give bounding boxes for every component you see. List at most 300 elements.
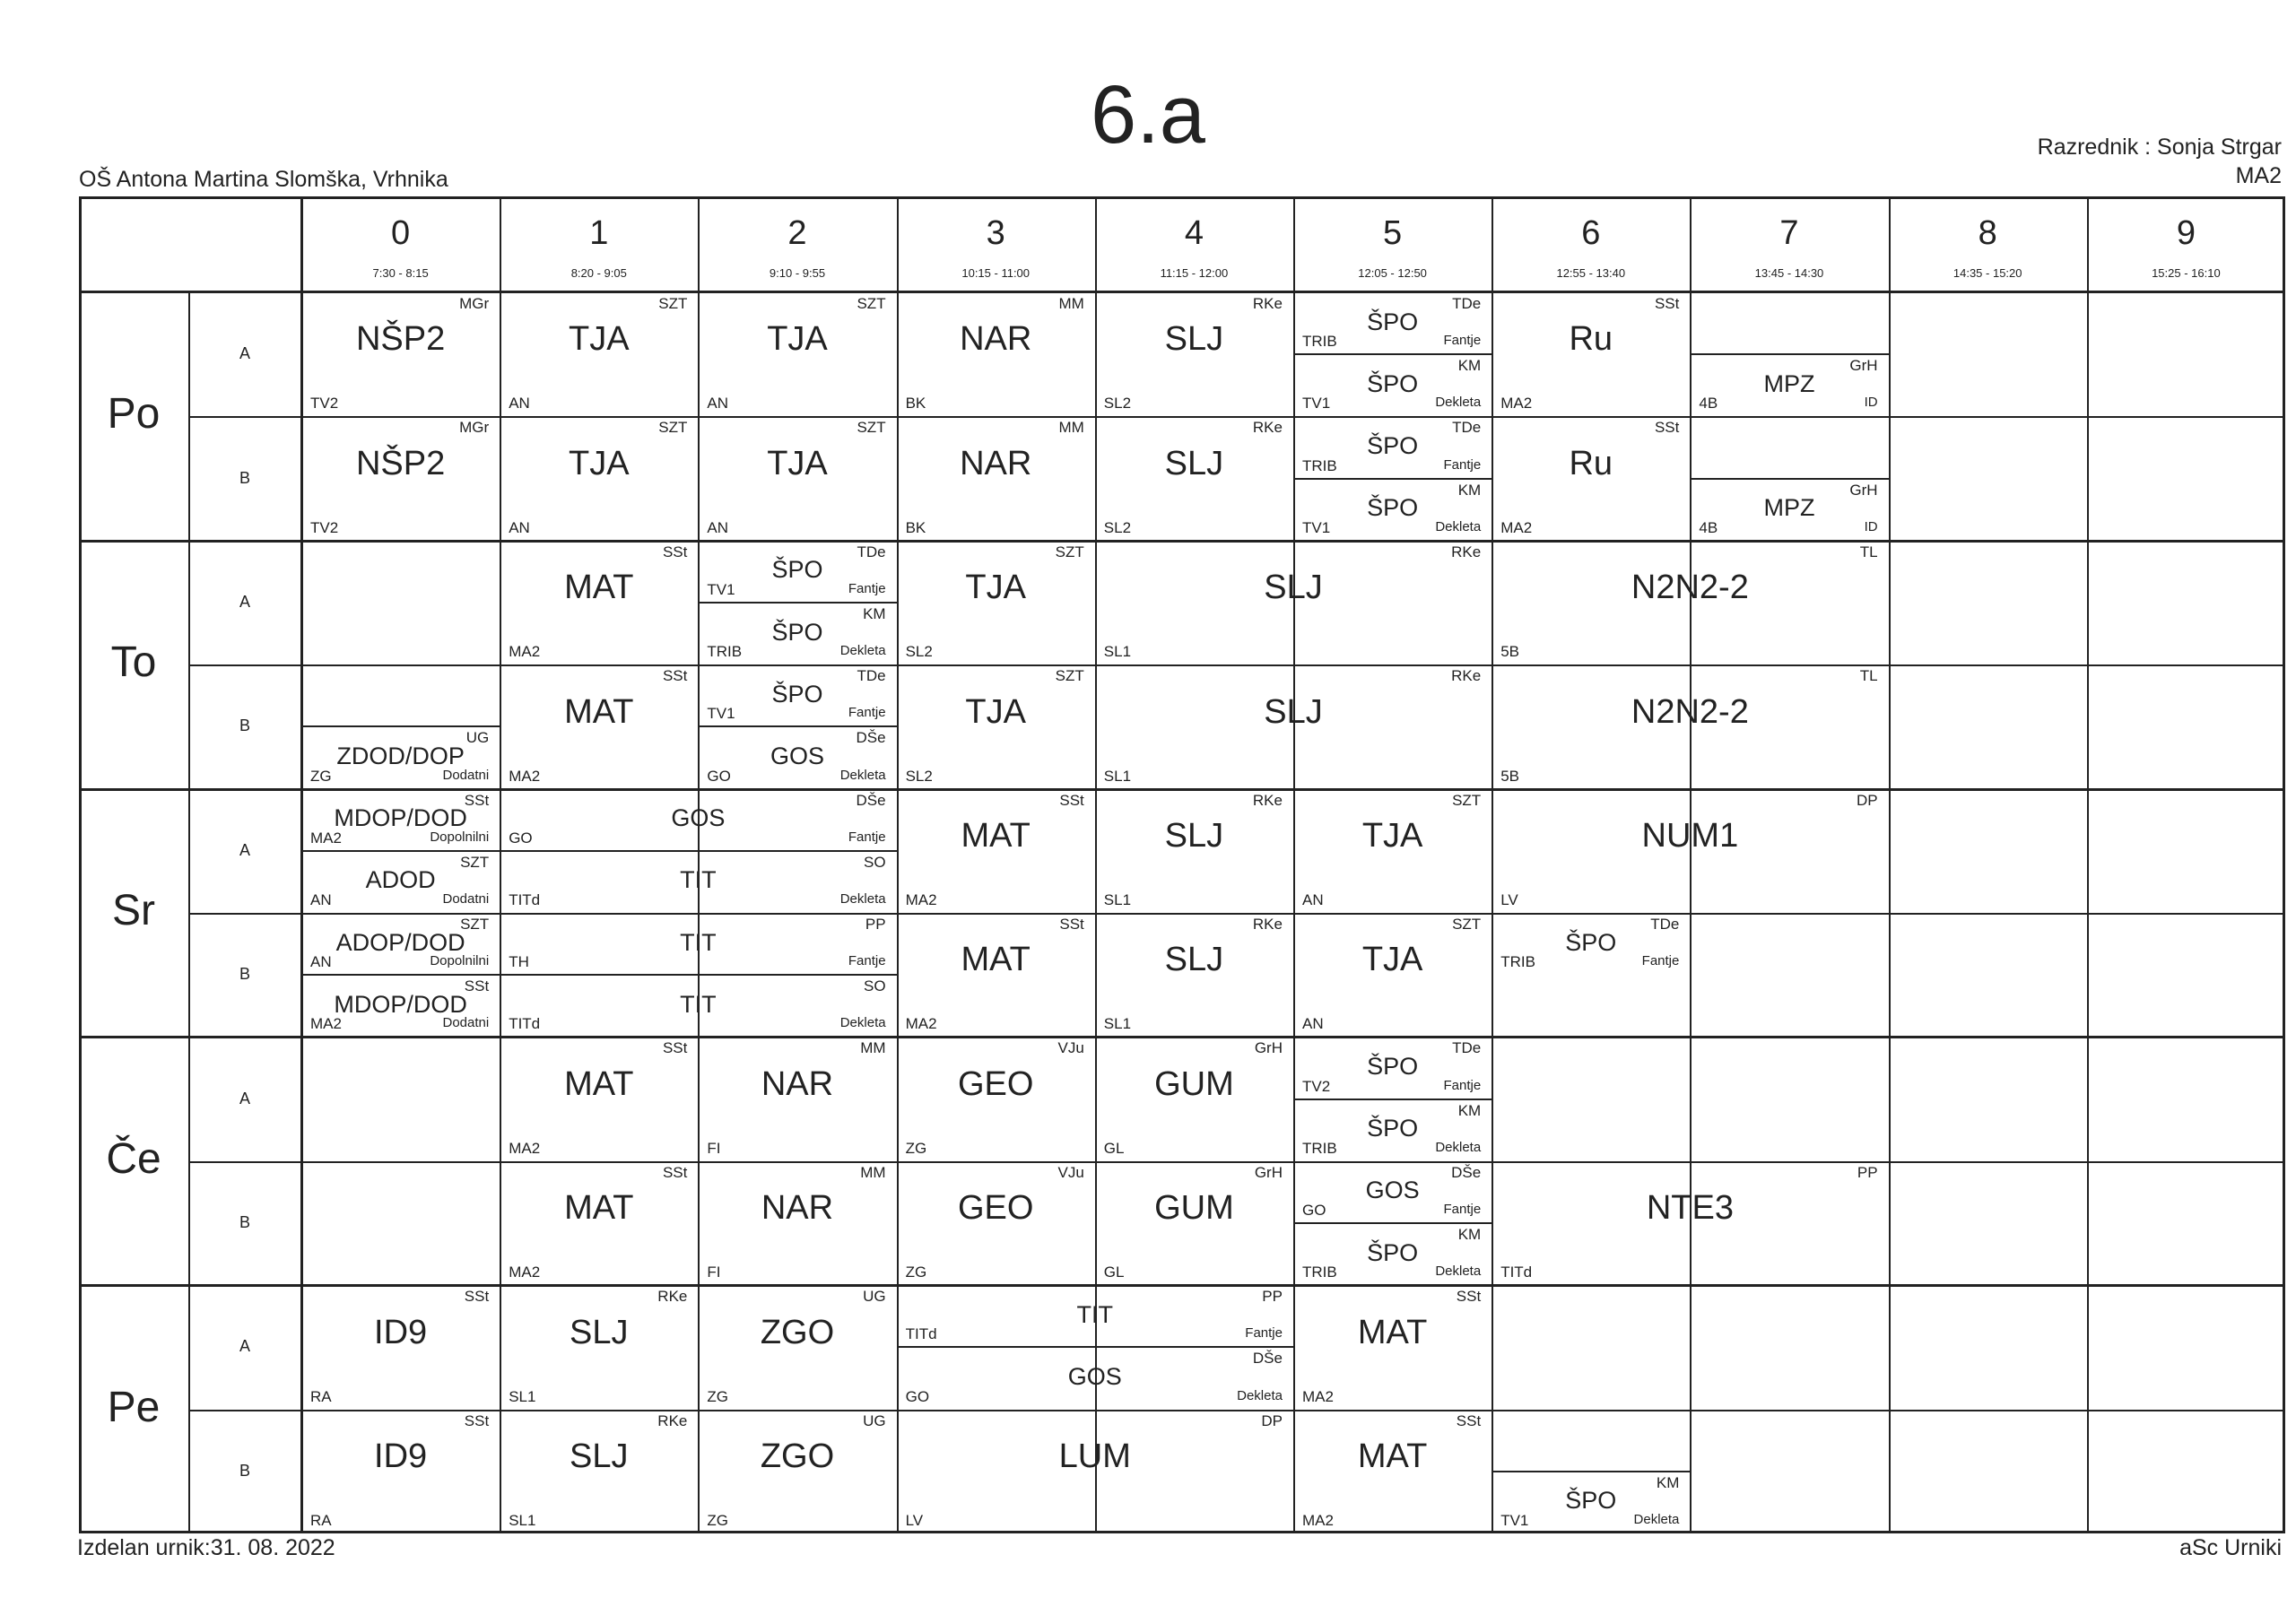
lesson-room: AN <box>707 518 729 536</box>
lesson-teacher: SSt <box>662 543 688 560</box>
lesson-subject: N2N2-2 <box>1631 692 1749 731</box>
lesson-subject: GOS <box>671 804 726 832</box>
half-cell-divider <box>1692 353 1888 355</box>
lesson-subject: MPZ <box>1763 369 1815 397</box>
lesson-teacher: SSt <box>464 1288 490 1306</box>
lesson-room: ZG <box>707 1387 728 1405</box>
lesson-teacher: RKe <box>1451 543 1482 560</box>
lesson-teacher: SSt <box>464 791 490 809</box>
period-number: 9 <box>2176 214 2196 252</box>
half-cell-divider <box>1493 1471 1690 1472</box>
lesson-subject: GEO <box>957 1064 1034 1103</box>
lesson-subject: MAT <box>1357 1313 1428 1351</box>
lesson-teacher: SZT <box>1055 543 1084 560</box>
page-title: 6.a <box>1091 69 1205 161</box>
period-time: 15:25 - 16:10 <box>2152 266 2221 280</box>
lesson-subject: TJA <box>767 320 828 359</box>
day-label: Pe <box>107 1383 161 1431</box>
lesson-teacher: RKe <box>657 1411 688 1429</box>
lesson-subject: TJA <box>569 444 630 482</box>
lesson-teacher: MM <box>1058 419 1084 437</box>
day-label: Po <box>107 390 161 439</box>
lesson-teacher: SZT <box>658 419 688 437</box>
lesson-subject: MDOP/DOD <box>334 990 467 1018</box>
lesson-subject: GUM <box>1154 1064 1234 1103</box>
lesson-subject: TJA <box>1361 817 1423 855</box>
lesson-subject: MAT <box>564 569 634 607</box>
half-cell-divider <box>303 974 500 976</box>
lesson-subject: ŠPO <box>1367 494 1419 522</box>
lesson-teacher: SZT <box>1452 916 1482 933</box>
lesson-subject: N2N2-2 <box>1631 569 1749 607</box>
period-time: 7:30 - 8:15 <box>372 266 429 280</box>
lesson-subject: NAR <box>761 1064 834 1103</box>
lesson-subject: ADOD <box>365 866 436 894</box>
group-label: A <box>239 1089 250 1107</box>
lesson-teacher: GrH <box>1254 1163 1283 1181</box>
lesson-subject: SLJ <box>1264 569 1323 607</box>
half-cell-divider <box>303 725 500 727</box>
period-time: 10:15 - 11:00 <box>961 266 1031 280</box>
lesson-subject: Ru <box>1569 320 1613 359</box>
period-time: 11:15 - 12:00 <box>1160 266 1229 280</box>
lesson-room: MA2 <box>509 1139 541 1157</box>
lesson-room: RA <box>310 1512 332 1529</box>
lesson-teacher: PP <box>865 916 886 933</box>
period-number: 8 <box>1978 214 1997 252</box>
lesson-teacher: KM <box>1457 481 1482 499</box>
lesson-room: SL2 <box>905 643 933 661</box>
lesson-subject: MAT <box>961 941 1031 979</box>
lesson-teacher: KM <box>1457 1101 1482 1119</box>
lesson-room: 4B <box>1699 395 1718 413</box>
lesson-room: AN <box>1302 891 1324 908</box>
lesson-teacher: TDe <box>1452 295 1482 312</box>
lesson-teacher: RKe <box>1252 916 1283 933</box>
lesson-subject: ŠPO <box>1367 1238 1419 1266</box>
lesson-group-note: Fantje <box>848 829 886 845</box>
day-divider <box>79 788 2285 791</box>
lesson-subject: NAR <box>960 320 1032 359</box>
lesson-subject: ŠPO <box>1367 432 1419 459</box>
lesson-teacher: KM <box>863 605 886 622</box>
lesson-subject: TJA <box>1361 941 1423 979</box>
lesson-teacher: SZT <box>857 419 886 437</box>
lesson-subject: ŠPO <box>1367 1053 1419 1080</box>
lesson-teacher: DŠe <box>856 729 886 747</box>
lesson-room: MA2 <box>1500 395 1533 413</box>
lesson-subject: ŠPO <box>1565 1487 1617 1515</box>
header-divider <box>79 291 2285 293</box>
lesson-subject: NŠP2 <box>355 320 446 359</box>
lesson-room: BK <box>905 518 926 536</box>
lesson-subject: SLJ <box>1164 320 1224 359</box>
half-cell-divider <box>700 725 896 727</box>
lesson-room: GL <box>1103 1264 1125 1281</box>
lesson-subject: MDOP/DOD <box>334 804 467 832</box>
lesson-room: LV <box>1500 891 1518 908</box>
lesson-group-note: Fantje <box>1245 1325 1283 1342</box>
lesson-teacher: SZT <box>460 853 490 871</box>
software-credit: aSc Urniki <box>2179 1535 2282 1560</box>
group-divider <box>188 416 2285 418</box>
lesson-room: SL2 <box>905 767 933 785</box>
lesson-room: MA2 <box>509 767 541 785</box>
lesson-group-note: Dopolnilni <box>430 829 490 845</box>
half-cell-divider <box>303 850 500 852</box>
lesson-subject: ID9 <box>374 1437 428 1476</box>
lesson-group-note: Dekleta <box>1435 395 1482 411</box>
lesson-room: TRIB <box>1302 333 1337 351</box>
lesson-room: TITd <box>1500 1264 1533 1281</box>
lesson-subject: SLJ <box>570 1313 629 1351</box>
lesson-subject: MAT <box>564 1064 634 1103</box>
day-divider <box>79 540 2285 543</box>
lesson-teacher: RKe <box>1252 419 1283 437</box>
period-time: 8:20 - 9:05 <box>570 266 627 280</box>
lesson-teacher: SSt <box>1654 295 1680 312</box>
lesson-group-note: Dekleta <box>1633 1512 1680 1527</box>
period-number: 4 <box>1184 214 1204 252</box>
lesson-room: TV1 <box>707 705 735 723</box>
lesson-group-note: Dekleta <box>1237 1387 1283 1403</box>
group-label: A <box>239 593 250 611</box>
lesson-subject: GOS <box>1365 1177 1420 1204</box>
lesson-subject: LUM <box>1058 1437 1131 1476</box>
half-cell-divider <box>899 1346 1293 1348</box>
lesson-teacher: MM <box>860 1163 886 1181</box>
lesson-room: TRIB <box>707 643 743 661</box>
lesson-subject: ZGO <box>760 1437 835 1476</box>
lesson-room: MA2 <box>1500 518 1533 536</box>
lesson-room: MA2 <box>905 1015 937 1033</box>
lesson-room: AN <box>1302 1015 1324 1033</box>
lesson-group-note: Dekleta <box>839 767 886 783</box>
lesson-room: TITd <box>509 1015 541 1033</box>
lesson-teacher: SZT <box>1452 791 1482 809</box>
lesson-teacher: KM <box>1656 1473 1680 1491</box>
lesson-teacher: KM <box>1457 357 1482 375</box>
lesson-teacher: VJu <box>1057 1039 1084 1057</box>
period-divider <box>2087 196 2089 1533</box>
lesson-room: SL1 <box>509 1387 536 1405</box>
lesson-teacher: SZT <box>658 295 688 312</box>
home-room: MA2 <box>2235 163 2282 188</box>
lesson-room: RA <box>310 1387 332 1405</box>
lesson-room: TV2 <box>1302 1077 1331 1095</box>
lesson-subject: TIT <box>680 990 717 1018</box>
half-cell-divider <box>1295 1099 1492 1100</box>
lesson-room: SL2 <box>1103 518 1132 536</box>
lesson-teacher: TDe <box>857 543 886 560</box>
class-teacher: Razrednik : Sonja Strgar <box>2037 135 2282 160</box>
period-time: 9:10 - 9:55 <box>769 266 826 280</box>
lesson-group-note: Fantje <box>1443 333 1482 349</box>
lesson-teacher: RKe <box>657 1288 688 1306</box>
lesson-teacher: DP <box>1261 1411 1283 1429</box>
lesson-subject: ŠPO <box>1367 308 1419 335</box>
period-time: 14:35 - 15:20 <box>1952 266 2022 280</box>
lesson-room: TV1 <box>1500 1512 1529 1529</box>
lesson-room: TITd <box>905 1325 937 1343</box>
lesson-room: TRIB <box>1302 1264 1337 1281</box>
lesson-teacher: SSt <box>662 1039 688 1057</box>
lesson-teacher: GrH <box>1254 1039 1283 1057</box>
lesson-subject: TIT <box>1076 1300 1114 1328</box>
lesson-group-note: Fantje <box>848 953 886 969</box>
lesson-teacher: RKe <box>1252 295 1283 312</box>
lesson-room: SL1 <box>1103 1015 1132 1033</box>
lesson-subject: MAT <box>961 817 1031 855</box>
period-number: 5 <box>1383 214 1403 252</box>
lesson-room: AN <box>509 518 530 536</box>
lesson-room: ZG <box>905 1264 927 1281</box>
lesson-room: GO <box>707 767 731 785</box>
group-divider <box>188 913 2285 915</box>
half-cell-divider <box>1295 478 1492 480</box>
lesson-teacher: SSt <box>1456 1288 1482 1306</box>
created-date: Izdelan urnik:31. 08. 2022 <box>77 1535 335 1560</box>
lesson-teacher: TDe <box>1650 916 1680 933</box>
lesson-subject: SLJ <box>570 1437 629 1476</box>
period-number: 7 <box>1779 214 1799 252</box>
lesson-group-note: Fantje <box>1443 456 1482 473</box>
lesson-room: FI <box>707 1139 721 1157</box>
lesson-subject: ŠPO <box>1367 1115 1419 1142</box>
lesson-teacher: GrH <box>1849 357 1878 375</box>
lesson-teacher: SSt <box>1059 916 1084 933</box>
lesson-teacher: SSt <box>1654 419 1680 437</box>
lesson-teacher: DŠe <box>1451 1163 1482 1181</box>
lesson-group-note: Dekleta <box>839 891 886 907</box>
period-number: 6 <box>1581 214 1601 252</box>
lesson-subject: ŠPO <box>771 680 823 708</box>
lesson-room: SL1 <box>1103 767 1132 785</box>
lesson-subject: ŠPO <box>1367 369 1419 397</box>
lesson-room: TRIB <box>1302 456 1337 474</box>
lesson-teacher: DŠe <box>856 791 886 809</box>
period-number: 1 <box>589 214 609 252</box>
lesson-teacher: SZT <box>1055 667 1084 685</box>
lesson-room: TRIB <box>1500 953 1535 971</box>
lesson-subject: MAT <box>1357 1437 1428 1476</box>
lesson-room: MA2 <box>1302 1387 1334 1405</box>
lesson-teacher: UG <box>863 1288 886 1306</box>
group-label: B <box>239 468 250 487</box>
lesson-teacher: RKe <box>1451 667 1482 685</box>
lesson-teacher: DP <box>1856 791 1878 809</box>
lesson-subject: TJA <box>965 692 1026 731</box>
lesson-room: GO <box>1302 1202 1326 1219</box>
lesson-group-note: Fantje <box>1641 953 1680 969</box>
lesson-subject: SLJ <box>1164 941 1224 979</box>
half-cell-divider <box>1692 478 1888 480</box>
lesson-teacher: GrH <box>1849 481 1878 499</box>
group-label: A <box>239 1337 250 1356</box>
period-time: 12:05 - 12:50 <box>1358 266 1427 280</box>
lesson-subject: MAT <box>564 692 634 731</box>
lesson-subject: NAR <box>761 1189 834 1228</box>
period-number: 2 <box>787 214 807 252</box>
lesson-room: GO <box>905 1387 930 1405</box>
lesson-room: BK <box>905 395 926 413</box>
lesson-subject: GUM <box>1154 1189 1234 1228</box>
lesson-room: SL1 <box>1103 643 1132 661</box>
period-number: 0 <box>391 214 411 252</box>
group-divider <box>188 1161 2285 1163</box>
lesson-teacher: SSt <box>1456 1411 1482 1429</box>
lesson-subject: MAT <box>564 1189 634 1228</box>
day-divider <box>79 1284 2285 1287</box>
lesson-subject: ŠPO <box>771 556 823 584</box>
lesson-subject: NTE3 <box>1646 1189 1734 1228</box>
lesson-room: GL <box>1103 1139 1125 1157</box>
lesson-group-note: Dodatni <box>442 767 490 783</box>
lesson-teacher: DŠe <box>1252 1350 1283 1368</box>
day-label: Če <box>106 1134 161 1183</box>
lesson-room: 4B <box>1699 518 1718 536</box>
lesson-group-note: Dodatni <box>442 1015 490 1031</box>
lesson-subject: NUM1 <box>1641 817 1739 855</box>
lesson-subject: GOS <box>1067 1363 1122 1390</box>
lesson-teacher: TL <box>1859 667 1878 685</box>
lesson-subject: SLJ <box>1164 444 1224 482</box>
lesson-group-note: ID <box>1864 395 1878 411</box>
lesson-subject: SLJ <box>1164 817 1224 855</box>
lesson-subject: Ru <box>1569 444 1613 482</box>
lesson-teacher: PP <box>1857 1163 1878 1181</box>
lesson-teacher: UG <box>863 1411 886 1429</box>
period-time: 13:45 - 14:30 <box>1754 266 1824 280</box>
lesson-room: MA2 <box>310 1015 342 1033</box>
group-label: B <box>239 965 250 984</box>
lesson-teacher: VJu <box>1057 1163 1084 1181</box>
lesson-teacher: TL <box>1859 543 1878 560</box>
lesson-teacher: MM <box>860 1039 886 1057</box>
lesson-teacher: RKe <box>1252 791 1283 809</box>
lesson-teacher: UG <box>465 729 490 747</box>
lesson-teacher: KM <box>1457 1226 1482 1243</box>
lesson-subject: TJA <box>965 569 1026 607</box>
lesson-subject: MPZ <box>1763 494 1815 522</box>
period-divider <box>1889 196 1891 1533</box>
half-cell-divider <box>501 974 896 976</box>
lesson-room: AN <box>707 395 729 413</box>
lesson-teacher: TDe <box>857 667 886 685</box>
lesson-subject: TIT <box>680 866 717 894</box>
lesson-group-note: Dopolnilni <box>430 953 490 969</box>
day-label: Sr <box>112 887 155 934</box>
lesson-subject: ID9 <box>374 1313 428 1351</box>
lesson-group-note: ID <box>1864 518 1878 534</box>
lesson-teacher: SSt <box>464 1411 490 1429</box>
lesson-room: TV2 <box>310 518 339 536</box>
lesson-group-note: Fantje <box>1443 1077 1482 1093</box>
group-label: B <box>239 1461 250 1480</box>
lesson-room: SL2 <box>1103 395 1132 413</box>
lesson-subject: GOS <box>770 743 824 769</box>
lesson-group-note: Dekleta <box>839 643 886 659</box>
day-divider <box>79 1036 2285 1038</box>
lesson-subject: NAR <box>960 444 1032 482</box>
half-cell-divider <box>700 602 896 604</box>
lesson-room: TV1 <box>1302 518 1331 536</box>
group-label: B <box>239 716 250 735</box>
lesson-room: GO <box>509 829 533 847</box>
half-cell-divider <box>1295 1222 1492 1224</box>
lesson-room: 5B <box>1500 767 1519 785</box>
group-label: A <box>239 344 250 363</box>
lesson-room: TV1 <box>1302 395 1331 413</box>
lesson-teacher: SO <box>864 853 886 871</box>
lesson-teacher: SO <box>864 977 886 995</box>
lesson-teacher: TDe <box>1452 419 1482 437</box>
lesson-room: LV <box>905 1512 924 1529</box>
lesson-room: TRIB <box>1302 1139 1337 1157</box>
period-time: 12:55 - 13:40 <box>1556 266 1626 280</box>
lesson-room: 5B <box>1500 643 1519 661</box>
lesson-room: FI <box>707 1264 721 1281</box>
half-cell-divider <box>501 850 896 852</box>
lesson-teacher: SSt <box>662 1163 688 1181</box>
day-label: To <box>110 638 157 687</box>
lesson-room: TV1 <box>707 581 735 598</box>
lesson-room: ZG <box>310 767 332 785</box>
lesson-subject: ŠPO <box>1565 928 1617 956</box>
lesson-subject: TJA <box>767 444 828 482</box>
lesson-group-note: Dekleta <box>1435 518 1482 534</box>
lesson-group-note: Dodatni <box>442 891 490 907</box>
lesson-group-note: Fantje <box>848 705 886 721</box>
lesson-subject: ZDOD/DOP <box>336 743 465 769</box>
lesson-teacher: SSt <box>1059 791 1084 809</box>
lesson-subject: NŠP2 <box>355 444 446 482</box>
lesson-room: ZG <box>905 1139 927 1157</box>
lesson-room: AN <box>310 953 332 971</box>
school-name: OŠ Antona Martina Slomška, Vrhnika <box>79 167 448 192</box>
lesson-room: TV2 <box>310 395 339 413</box>
lesson-subject: SLJ <box>1264 692 1323 731</box>
lesson-teacher: PP <box>1262 1288 1283 1306</box>
lesson-teacher: SZT <box>857 295 886 312</box>
lesson-group-note: Fantje <box>1443 1202 1482 1217</box>
lesson-subject: GEO <box>957 1189 1034 1228</box>
lesson-group-note: Dekleta <box>1435 1139 1482 1155</box>
lesson-teacher: MM <box>1058 295 1084 312</box>
lesson-room: MA2 <box>509 1264 541 1281</box>
lesson-group-note: Dekleta <box>1435 1264 1482 1280</box>
lesson-teacher: MGr <box>459 295 490 312</box>
group-label: B <box>239 1213 250 1231</box>
lesson-room: TITd <box>509 891 541 908</box>
group-divider <box>188 664 2285 666</box>
lesson-room: MA2 <box>509 643 541 661</box>
lesson-room: AN <box>310 891 332 908</box>
lesson-room: MA2 <box>310 829 342 847</box>
lesson-group-note: Fantje <box>848 581 886 596</box>
lesson-teacher: SSt <box>464 977 490 995</box>
lesson-room: MA2 <box>905 891 937 908</box>
lesson-teacher: TDe <box>1452 1039 1482 1057</box>
lesson-room: SL1 <box>1103 891 1132 908</box>
lesson-group-note: Dekleta <box>839 1015 886 1031</box>
period-divider <box>1492 196 1493 1533</box>
lesson-room: ZG <box>707 1512 728 1529</box>
lesson-teacher: SSt <box>662 667 688 685</box>
lesson-subject: ADOP/DOD <box>335 928 465 956</box>
lesson-subject: ZGO <box>760 1313 835 1351</box>
lesson-subject: ŠPO <box>771 618 823 646</box>
